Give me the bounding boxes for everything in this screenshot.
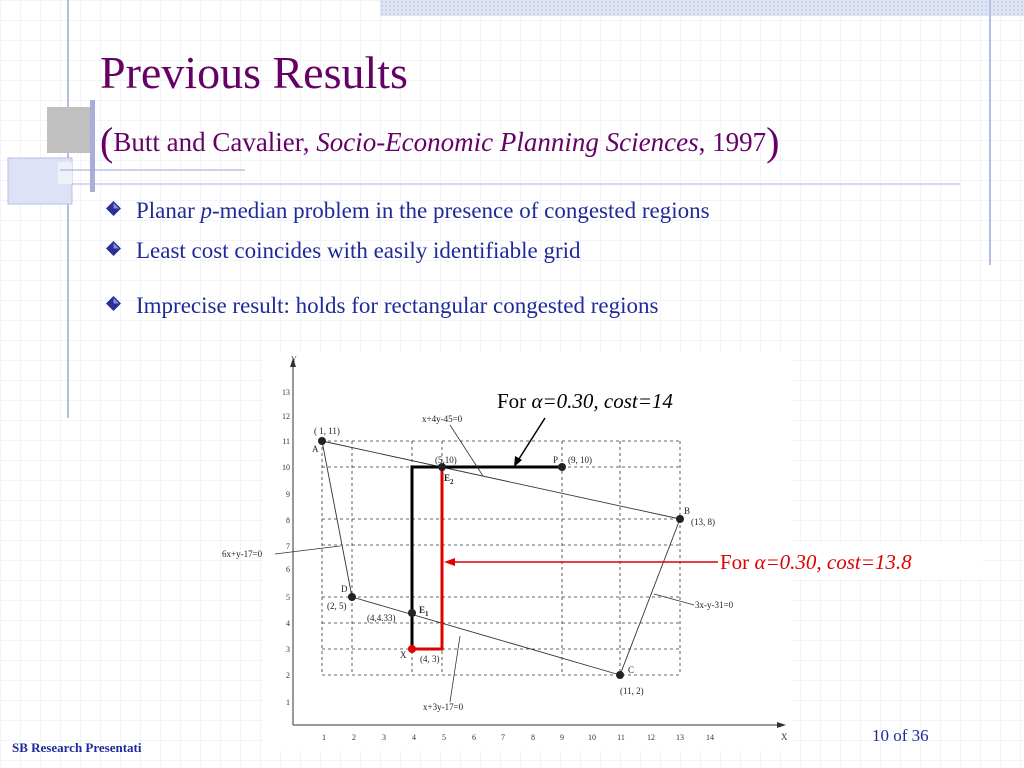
x-tick-label: 4 — [412, 733, 416, 742]
x-tick-label: 3 — [382, 733, 386, 742]
line-DC-equation: x+3y-17=0 — [423, 702, 464, 712]
x-tick-label: 13 — [676, 733, 684, 742]
point-A-name: A — [312, 444, 319, 454]
bullet-item — [106, 196, 710, 226]
bullet-text-cont: -median problem in the presence of congested regions — [212, 198, 710, 223]
point-E2-label: $E_2$ — [444, 473, 454, 486]
point-B-coord: (13, 8) — [691, 517, 715, 527]
line-AD-equation: 6x+y-17=0 — [222, 549, 263, 559]
bullet-text-italic: p — [200, 198, 213, 223]
point-A-coord: ( 1, 11) — [314, 426, 340, 436]
x-tick-label: 11 — [617, 733, 625, 742]
y-tick-label: 12 — [282, 412, 290, 421]
x-tick-label: 5 — [442, 733, 446, 742]
y-tick-label: 1 — [286, 698, 290, 707]
subtitle-authors: Butt and Cavalier, — [113, 127, 317, 157]
diamond-bullet-icon — [106, 201, 121, 216]
point-X-marker — [408, 645, 416, 653]
page-indicator: 10 of 36 — [872, 726, 929, 745]
x-tick-label: 6 — [472, 733, 476, 742]
bullet-item — [106, 236, 581, 266]
x-tick-label: 1 — [322, 733, 326, 742]
y-axis-label: Y — [291, 355, 297, 364]
point-X-name: X — [400, 650, 407, 660]
point-A-marker — [318, 437, 326, 445]
point-P-marker — [558, 463, 566, 471]
diamond-bullet-icon — [106, 241, 121, 256]
y-tick-label: 7 — [286, 542, 290, 551]
bullet-text: Planar — [136, 198, 201, 223]
point-B-marker — [676, 515, 684, 523]
point-C-name: C — [628, 665, 635, 675]
footer-presentation-label: SB Research Presentati — [12, 740, 142, 755]
diamond-bullet-icon — [106, 296, 121, 311]
line-AB-equation: x+4y-45=0 — [422, 414, 463, 424]
point-E1-label: $E_1$ — [419, 605, 429, 618]
y-tick-label: 13 — [282, 388, 290, 397]
point-D-marker — [348, 593, 356, 601]
point-X-coord: (4, 3) — [420, 654, 440, 664]
slide-title: Previous Results — [100, 47, 408, 98]
y-tick-label: 2 — [286, 671, 290, 680]
y-tick-label: 11 — [282, 437, 290, 446]
x-tick-label: 12 — [647, 733, 655, 742]
y-tick-label: 3 — [286, 645, 290, 654]
bullet-text: Imprecise result: holds for rectangular congested regions — [136, 293, 659, 318]
point-E1-marker — [408, 609, 416, 617]
x-tick-label: 10 — [588, 733, 596, 742]
y-tick-label: 4 — [286, 619, 290, 628]
x-tick-label: 9 — [560, 733, 564, 742]
congested-region-diagram — [210, 350, 1000, 750]
point-P-coord: (9, 10) — [568, 455, 592, 465]
y-tick-label: 9 — [286, 490, 290, 499]
y-tick-label: 6 — [286, 565, 290, 574]
subtitle-open-paren: ( — [100, 119, 114, 164]
subtitle-close-paren: ) — [766, 119, 780, 164]
x-tick-label: 2 — [352, 733, 356, 742]
x-tick-label: 14 — [706, 733, 714, 742]
x-tick-label: 7 — [501, 733, 505, 742]
point-P-name: P — [553, 455, 559, 465]
line-BC-equation: 3x-y-31=0 — [695, 600, 734, 610]
point-E1-coord: (4,4.33) — [367, 613, 396, 623]
point-B-name: B — [684, 506, 691, 516]
annotation-cost-14: For α=0.30, cost=14 — [497, 389, 673, 413]
x-tick-label: 8 — [531, 733, 535, 742]
bullet-text: Least cost coincides with easily identifiable grid — [136, 238, 581, 263]
annotation-cost-13-8: For α=0.30, cost=13.8 — [720, 550, 912, 574]
x-axis-label: X — [781, 732, 788, 742]
point-D-coord: (2, 5) — [327, 601, 347, 611]
subtitle-year: , 1997 — [698, 127, 767, 157]
point-D-name: D — [341, 584, 348, 594]
y-tick-label: 8 — [286, 516, 290, 525]
y-tick-label: 5 — [286, 593, 290, 602]
slide-subtitle — [100, 118, 779, 166]
point-C-marker — [616, 671, 624, 679]
subtitle-journal: Socio-Economic Planning Sciences — [316, 127, 699, 157]
y-tick-label: 10 — [282, 463, 290, 472]
point-C-coord: (11, 2) — [620, 686, 644, 696]
point-top-coord: (5,10) — [435, 455, 457, 465]
bullet-item — [106, 291, 658, 321]
